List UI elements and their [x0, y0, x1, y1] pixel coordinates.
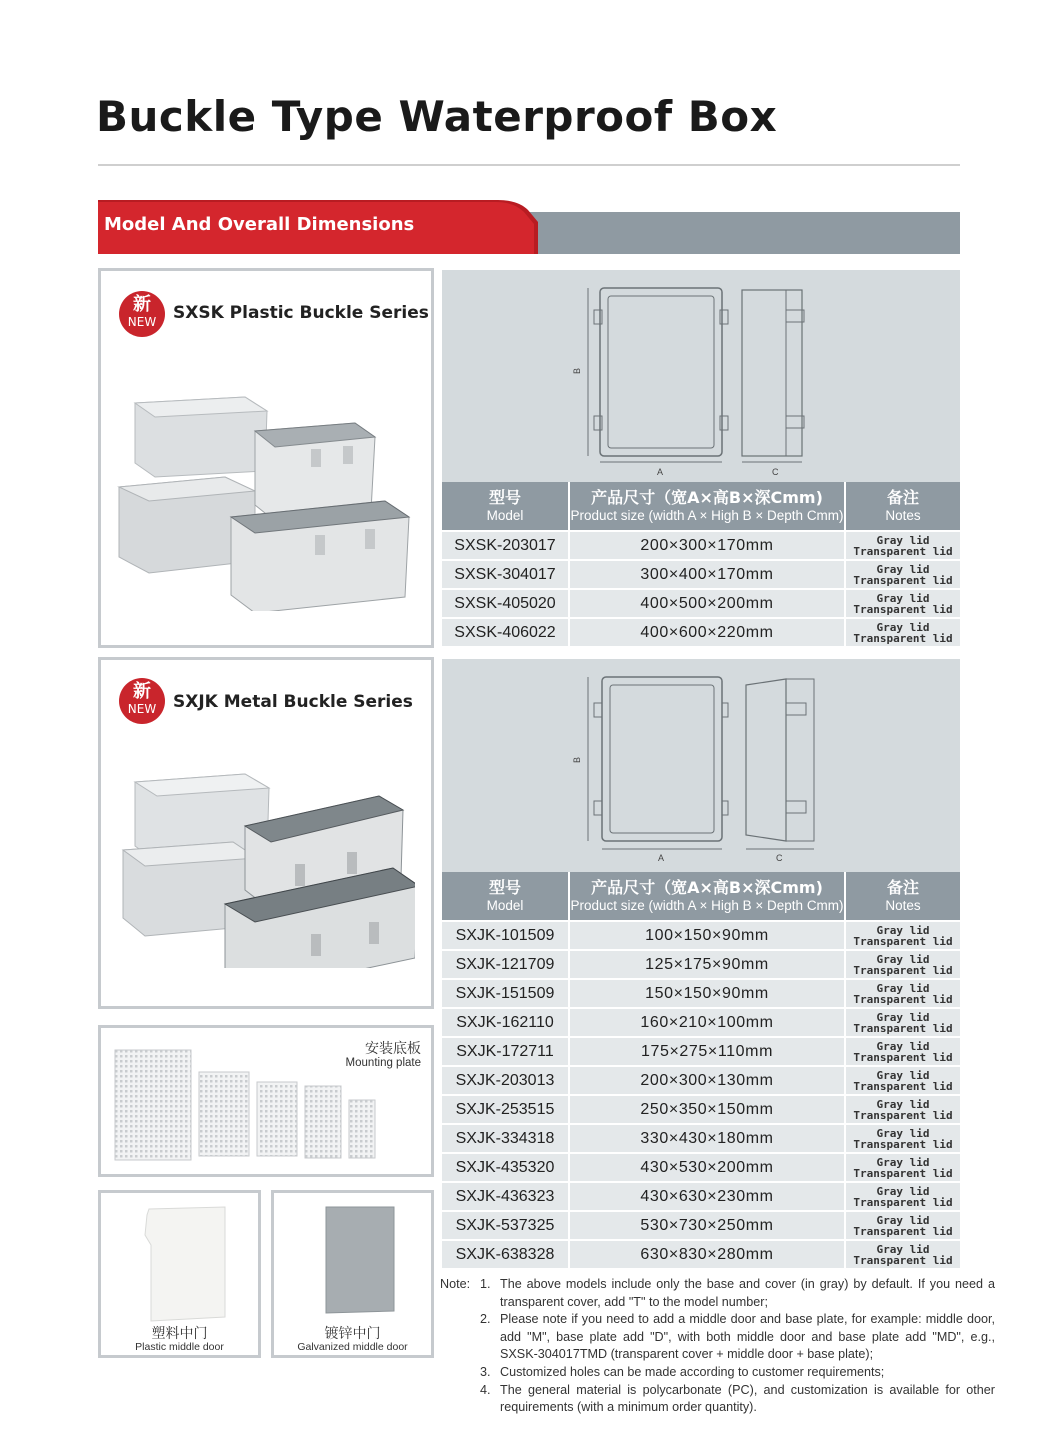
note-item: 3. Customized holes can be made according to customer requirements;: [480, 1364, 885, 1379]
sxsk-series-title: SXSK Plastic Buckle Series: [173, 303, 429, 323]
sxsk-product-panel: [98, 268, 434, 648]
note-item: 2. Please note if you need to add a middle door and base plate, for example: middle door, add "M", base plate add "D", with both middle door and base plate add "MD", e.g., SXSK-304017TMD (transparent cover + middle door + base plate);: [480, 1312, 995, 1362]
table-row: SXJK-101509 100×150×90mm Gray lid Transparent lid: [442, 920, 960, 949]
sxjk-spec-table: [442, 872, 960, 1268]
table-row: SXJK-162110 160×210×100mm Gray lid Transparent lid: [442, 1007, 960, 1036]
table-row: SXJK-334318 330×430×180mm Gray lid Transparent lid: [442, 1123, 960, 1152]
sxjk-dimension-diagram: [442, 659, 960, 872]
galvanized-middle-door-panel: [271, 1190, 434, 1358]
dimension-a-label: A: [657, 467, 664, 477]
table-row: SXJK-151509 150×150×90mm Gray lid Transparent lid: [442, 978, 960, 1007]
new-badge: 新 NEW: [119, 678, 165, 724]
title-divider: [98, 164, 960, 166]
notes-block: [440, 1276, 995, 1417]
mounting-plate-caption: 安装底板 Mounting plate: [345, 1040, 421, 1069]
galvanized-door-caption: 镀锌中门 Galvanized middle door: [297, 1325, 408, 1353]
page-title: Buckle Type Waterproof Box: [96, 92, 778, 141]
table-header: 型号 Model 产品尺寸（宽A×高B×深Cmm) Product size (width A × High B × Depth Cmm) 备注 Notes: [442, 872, 960, 920]
dimension-c-label: C: [772, 467, 779, 477]
sxjk-series-title: SXJK Metal Buckle Series: [173, 692, 413, 712]
sxsk-spec-table: [442, 482, 960, 646]
new-badge: 新 NEW: [119, 291, 165, 337]
plastic-door-image: [141, 1205, 231, 1323]
note-item: Note: 1. The above models include only the base and cover (in gray) by default. If you need a transparent cover, add "T" to the model number;: [440, 1277, 995, 1309]
table-row: SXJK-638328 630×830×280mm Gray lid Transparent lid: [442, 1239, 960, 1268]
table-row: SXJK-172711 175×275×110mm Gray lid Transparent lid: [442, 1036, 960, 1065]
table-row: SXJK-121709 125×175×90mm Gray lid Transparent lid: [442, 949, 960, 978]
dimension-b-label: B: [572, 367, 582, 374]
galvanized-door-image: [320, 1205, 400, 1315]
mounting-plate-image: [109, 1044, 379, 1168]
sxsk-product-image: [115, 391, 415, 611]
dimension-b-label: B: [572, 756, 582, 763]
sxjk-product-panel: [98, 657, 434, 1009]
table-row: SXSK-203017 200×300×170mm Gray lid Transparent lid: [442, 530, 960, 559]
dimension-a-label: A: [658, 853, 665, 863]
table-row: SXJK-435320 430×530×200mm Gray lid Transparent lid: [442, 1152, 960, 1181]
dimension-c-label: C: [776, 853, 783, 863]
table-row: SXSK-406022 400×600×220mm Gray lid Transparent lid: [442, 617, 960, 646]
table-row: SXJK-253515 250×350×150mm Gray lid Transparent lid: [442, 1094, 960, 1123]
table-row: SXJK-537325 530×730×250mm Gray lid Transparent lid: [442, 1210, 960, 1239]
mounting-plate-panel: [98, 1025, 434, 1177]
plastic-middle-door-panel: [98, 1190, 261, 1358]
table-row: SXSK-405020 400×500×200mm Gray lid Transparent lid: [442, 588, 960, 617]
section-banner-title: Model And Overall Dimensions: [104, 214, 415, 235]
note-item: 4. The general material is polycarbonate (PC), and customization is available for other requirements (with a minimum order quantity).: [480, 1382, 995, 1415]
table-row: SXSK-304017 300×400×170mm Gray lid Transparent lid: [442, 559, 960, 588]
sxsk-dimension-diagram: [442, 270, 960, 482]
plastic-door-caption: 塑料中门 Plastic middle door: [135, 1325, 224, 1353]
sxjk-product-image: [115, 768, 415, 968]
table-header: 型号 Model 产品尺寸（宽A×高B×深Cmm) Product size (width A × High B × Depth Cmm) 备注 Notes: [442, 482, 960, 530]
table-row: SXJK-203013 200×300×130mm Gray lid Transparent lid: [442, 1065, 960, 1094]
table-row: SXJK-436323 430×630×230mm Gray lid Transparent lid: [442, 1181, 960, 1210]
